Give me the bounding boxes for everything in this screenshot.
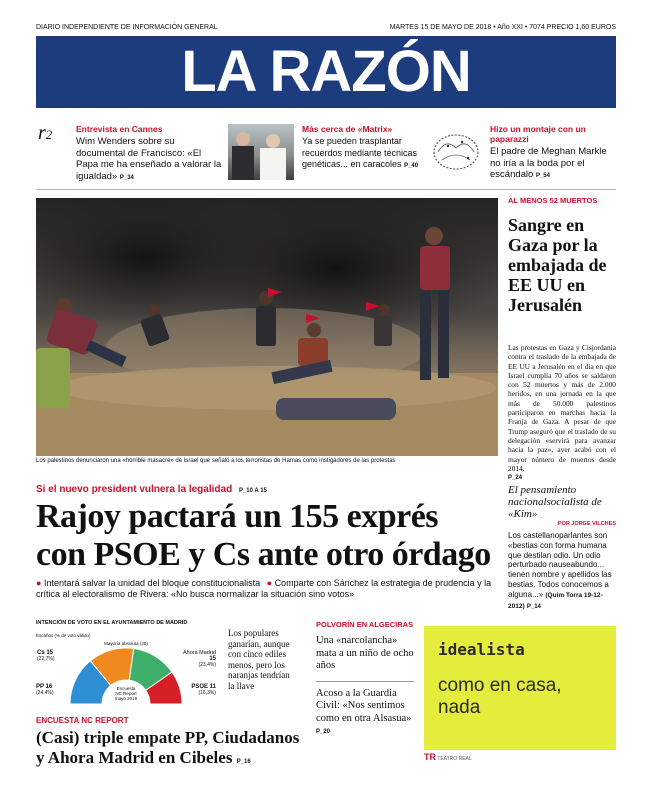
- algeciras-story-2: Acoso a la Guardia Civil: «Nos sentimos como en otra Alsasua» P_20: [316, 687, 412, 735]
- brain-illustration: [428, 128, 484, 178]
- algeciras-box[interactable]: [316, 620, 414, 739]
- lead-headline-line-1: Rajoy pactará un 155 exprés: [36, 498, 439, 535]
- lead-headline-line-2: con PSOE y Cs ante otro órdago: [36, 536, 491, 573]
- gaza-body: Las protestas en Gaza y Cisjordania contra el traslado de la embajada de EE UU a Jerusalén en el día en que Israel cumplía 70 años se saldaron con 52 muertos y más de 2.000 heridos, en una jornada en la que más de 50.000 palestinos participaron en marchas hacia la Franja de Gaza. A pesar de que Trump aseguró que el traslado de su delegación «servirá para avanzar hacia la paz», ayer acabó con el mayor número de muertos desde 2014.: [508, 343, 616, 473]
- lead-headline[interactable]: [36, 498, 506, 574]
- teaser-photo: [228, 124, 294, 180]
- label-cs: Cs 15: [37, 650, 54, 656]
- majority-label: Mayoría absoluta (29): [104, 641, 148, 646]
- lead-bullet-2: Comparte con Sánchez la estrategia de prudencia y la crítica al electoralismo de Rivera: «No busca normalizar la situación sino votos»: [36, 578, 492, 599]
- idealista-ad[interactable]: [424, 626, 616, 750]
- bullet-icon: ●: [36, 578, 42, 588]
- teaser-text: Ya se pueden trasplantar recuerdos mediante técnicas genéticas... en caracoles P_40: [302, 136, 419, 169]
- ad-brand: idealista: [438, 640, 525, 659]
- label-pp-pct: (24,4%): [36, 690, 54, 696]
- gaza-photo[interactable]: [36, 198, 498, 456]
- lead-bullets: [36, 578, 506, 600]
- teaser-label: Hizo un montaje con un paparazzi: [490, 124, 586, 144]
- chart-subtitle: Escaños (% de voto válido): [36, 633, 91, 638]
- teaser-text: Wim Wenders sobre su documental de Francisco: «El Papa me ha enseñado a valorar la igualdad» P_34: [76, 136, 222, 182]
- center-label-3: mayo 2018: [114, 696, 138, 701]
- algeciras-page: P_20: [316, 729, 331, 735]
- quote-source: (Quim Torra 19-12-2012): [508, 591, 603, 610]
- center-label-2: NC Report: [115, 691, 137, 696]
- masthead[interactable]: [36, 36, 616, 108]
- algeciras-kicker: POLVORÍN EN ALGECIRAS: [316, 620, 414, 629]
- top-strip: [36, 24, 616, 34]
- teaser-2[interactable]: [302, 124, 426, 173]
- photo-caption: Los palestinos denunciaron una «horrible masacre» de Israel que señaló a los terroristas de Hamas como instigadores de las protestas: [36, 458, 396, 464]
- algeciras-story-1: Una «narcolancha» mata a un niño de ocho años: [316, 635, 414, 671]
- teaser-text: El padre de Meghan Markle no iría a la boda por el escándalo P_54: [490, 146, 607, 180]
- gaza-headline: Sangre en Gaza por la embajada de EE UU en Jerusalén: [508, 215, 607, 315]
- lead-bullet-1: Intentará salvar la unidad del bloque constitucionalista: [43, 578, 261, 588]
- label-cs-pct: (22,7%): [37, 656, 55, 662]
- bullet-icon: ●: [266, 578, 273, 588]
- poll-summary: Los populares ganarían, aunque con cinco ediles menos, pero los naranjas tendrían la llave: [228, 628, 290, 691]
- teaser-bar: [36, 116, 616, 190]
- label-psoe: PSOE 11: [191, 684, 216, 690]
- label-pp: PP 16: [36, 684, 53, 690]
- opinion-page: P_14: [526, 603, 541, 610]
- gaza-page: P_24: [508, 475, 523, 482]
- issue-info: MARTES 15 DE MAYO DE 2018 • Año XXI • 7074 PRECIO 1,60 EUROS: [389, 24, 616, 31]
- survey-headline[interactable]: (Casi) triple empate PP, Ciudadanos y Ahora Madrid en Cibeles P_16: [36, 728, 300, 767]
- tagline: DIARIO INDEPENDIENTE DE INFORMACIÓN GENERAL: [36, 24, 218, 31]
- teaser-1[interactable]: [76, 124, 224, 184]
- lead-kicker-page: P_10 A 15: [238, 488, 267, 494]
- divider: [316, 681, 414, 682]
- teaser-3[interactable]: [490, 124, 616, 183]
- label-ahora-madrid-pct: (23,4%): [198, 662, 216, 668]
- teatro-real-icon: TR: [424, 752, 436, 762]
- label-psoe-pct: (16,3%): [198, 690, 216, 696]
- opinion-quote: Los castellanoparlantes son «bestias con forma humana que destilan odio. Un odio perturbado nauseabundo... tienen nombre y apellidos las bestias. Todos conocemos a alguna...» (Quim Torra 19-12-2012) P_14: [508, 531, 612, 610]
- survey-label: ENCUESTA NC REPORT: [36, 716, 129, 725]
- poll-title: INTENCIÓN DE VOTO EN EL AYUNTAMIENTO DE MADRID: [36, 620, 188, 626]
- survey-page: P_16: [236, 759, 251, 765]
- r2-logo-icon: r2: [38, 122, 53, 144]
- opinion-column[interactable]: [508, 484, 616, 612]
- teaser-label: Entrevista en Cannes: [76, 124, 163, 134]
- lead-kicker: Si el nuevo president vulnera la legalidad P_10 A 15: [36, 484, 267, 495]
- gaza-kicker: AL MENOS 52 MUERTOS: [508, 196, 598, 205]
- gaza-story[interactable]: [508, 196, 616, 481]
- label-ahora-madrid: Ahora Madrid: [182, 650, 216, 656]
- ad-slogan: como en casa, nada: [438, 675, 562, 718]
- center-label-1: Encuesta: [116, 686, 136, 691]
- newspaper-logo: LA RAZÓN: [181, 39, 471, 104]
- label-ahora-madrid-value: 15: [209, 656, 216, 662]
- teaser-label: Más cerca de «Matrix»: [302, 124, 393, 134]
- poll-chart: [36, 628, 216, 708]
- opinion-byline: POR JORGE VILCHES: [557, 521, 616, 527]
- teatro-real-logo: TR TEATRO REAL: [424, 752, 472, 762]
- opinion-title: El pensamiento nacionalsocialista de «Kim»: [508, 484, 602, 520]
